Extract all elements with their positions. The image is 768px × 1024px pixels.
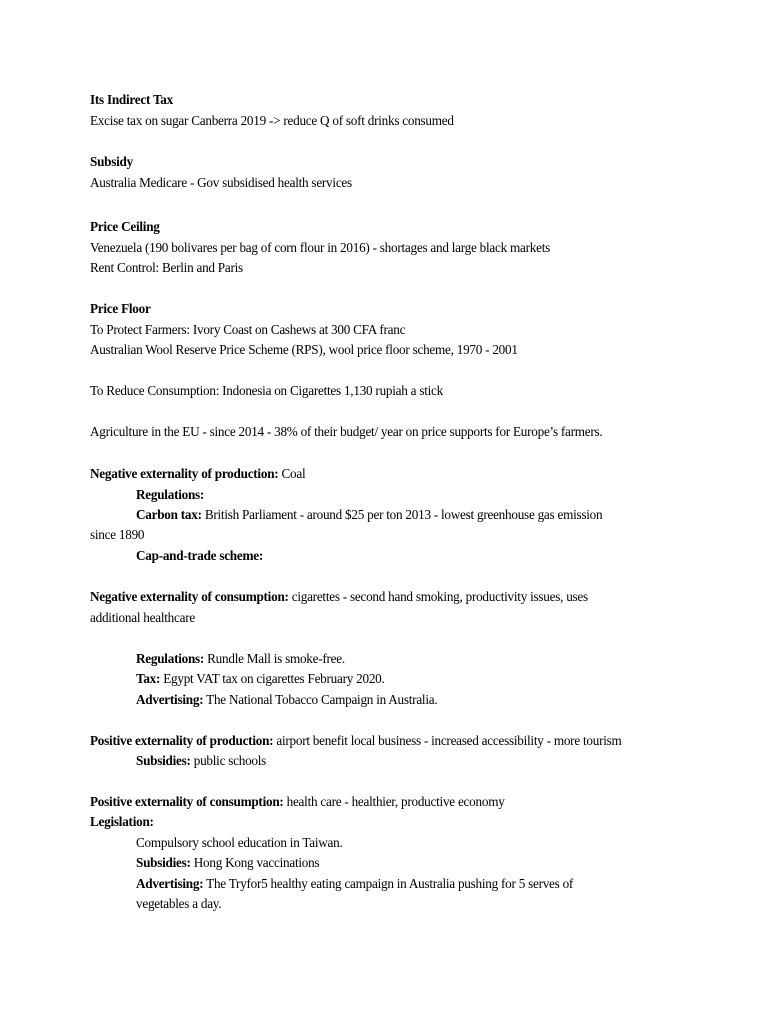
advertising-line-neg — [136, 690, 437, 710]
subsidies-label-prod: Subsidies: — [136, 753, 191, 768]
pos-ext-production-text: airport benefit local business - increased accessibility - more tourism — [273, 733, 622, 748]
neg-ext-production-text: Coal — [278, 466, 306, 481]
carbon-tax-line — [136, 505, 602, 525]
heading-pos-ext-production: Positive externality of production: — [90, 733, 274, 748]
subsidies-text-prod: public schools — [190, 753, 267, 768]
carbon-tax-text: British Parliament - around $25 per ton 2013 - lowest greenhouse gas emission — [201, 507, 603, 522]
heading-price-ceiling: Price Ceiling — [90, 219, 160, 234]
heading-subsidy: Subsidy — [90, 154, 133, 169]
advertising-text-pos: The Tryfor5 healthy eating campaign in Australia pushing for 5 serves of — [203, 876, 574, 891]
advertising-continuation-pos: vegetables a day. — [136, 896, 222, 911]
advertising-label-neg: Advertising: — [136, 692, 204, 707]
cap-and-trade-label: Cap-and-trade scheme: — [136, 548, 263, 563]
regulations-line — [136, 649, 345, 669]
advertising-label-pos: Advertising: — [136, 876, 204, 891]
carbon-tax-label: Carbon tax: — [136, 507, 202, 522]
neg-ext-production-regulations: Regulations: — [136, 487, 205, 502]
price-floor-text-3: To Reduce Consumption: Indonesia on Cigarettes 1,130 rupiah a stick — [90, 383, 443, 398]
subsidies-line-prod — [136, 751, 266, 771]
price-ceiling-text-2: Rent Control: Berlin and Paris — [90, 260, 243, 275]
heading-pos-ext-consumption: Positive externality of consumption: — [90, 794, 284, 809]
legislation-text: Compulsory school education in Taiwan. — [136, 835, 343, 850]
neg-ext-consumption-text: cigarettes - second hand smoking, productivity issues, uses — [288, 589, 588, 604]
tax-line — [136, 669, 385, 689]
subsidy-text: Australia Medicare - Gov subsidised health services — [90, 175, 352, 190]
pos-ext-consumption-text: health care - healthier, productive economy — [283, 794, 505, 809]
carbon-tax-continuation: since 1890 — [90, 527, 145, 542]
heading-neg-ext-production: Negative externality of production: — [90, 466, 279, 481]
heading-indirect-tax: Its Indirect Tax — [90, 92, 173, 107]
legislation-label: Legislation: — [90, 814, 154, 829]
pos-ext-production-line — [90, 731, 622, 751]
subsidies-label-cons: Subsidies: — [136, 855, 191, 870]
tax-text: Egypt VAT tax on cigarettes February 2020. — [160, 671, 385, 686]
subsidies-text-cons: Hong Kong vaccinations — [190, 855, 320, 870]
price-floor-text-4: Agriculture in the EU - since 2014 - 38% of their budget/ year on price supports for Europe’s farmers. — [90, 424, 603, 439]
price-floor-text-1: To Protect Farmers: Ivory Coast on Cashews at 300 CFA franc — [90, 322, 406, 337]
pos-ext-consumption-line — [90, 792, 505, 812]
indirect-tax-text: Excise tax on sugar Canberra 2019 -> reduce Q of soft drinks consumed — [90, 113, 454, 128]
heading-price-floor: Price Floor — [90, 301, 151, 316]
regulations-text: Rundle Mall is smoke-free. — [204, 651, 345, 666]
price-floor-text-2: Australian Wool Reserve Price Scheme (RPS), wool price floor scheme, 1970 - 2001 — [90, 342, 518, 357]
neg-ext-production-line — [90, 464, 305, 484]
tax-label: Tax: — [136, 671, 161, 686]
price-ceiling-text-1: Venezuela (190 bolivares per bag of corn flour in 2016) - shortages and large black markets — [90, 240, 551, 255]
neg-ext-consumption-line — [90, 587, 588, 607]
advertising-line-pos — [136, 874, 573, 894]
neg-ext-consumption-continuation: additional healthcare — [90, 610, 195, 625]
subsidies-line-cons — [136, 853, 319, 873]
regulations-label: Regulations: — [136, 651, 205, 666]
advertising-text-neg: The National Tobacco Campaign in Australia. — [203, 692, 438, 707]
heading-neg-ext-consumption: Negative externality of consumption: — [90, 589, 289, 604]
